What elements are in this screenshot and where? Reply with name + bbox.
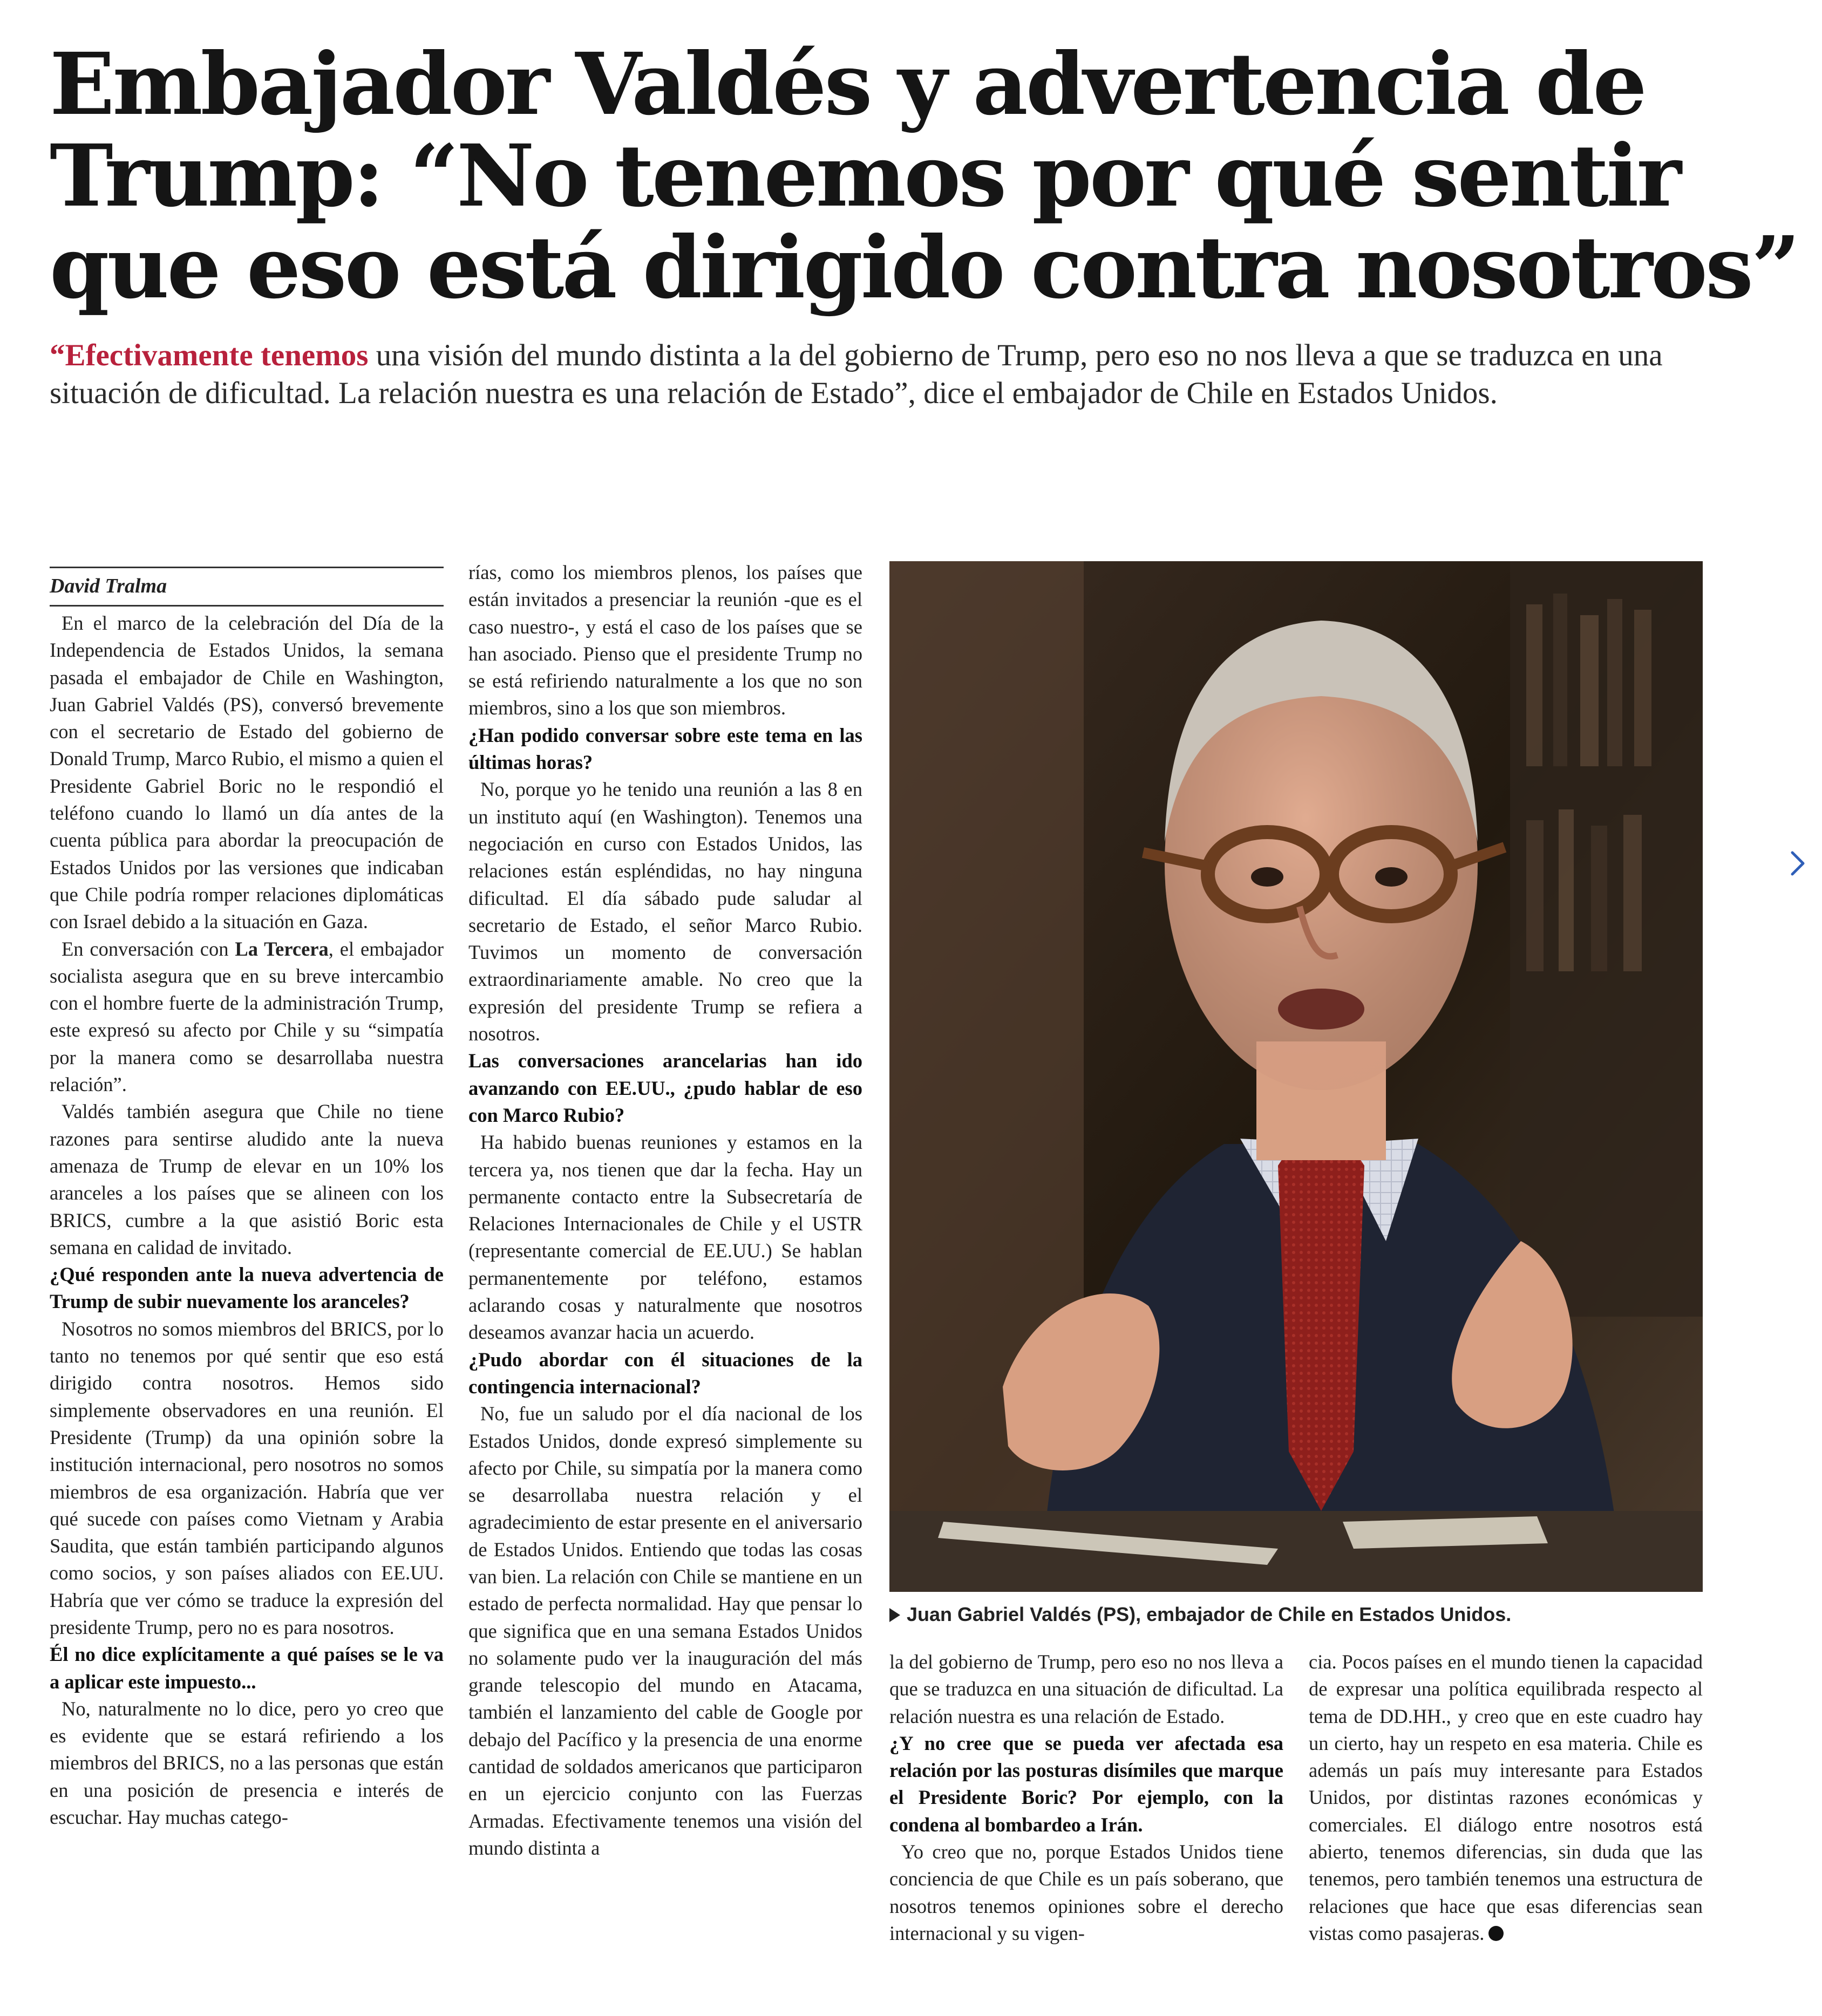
lead-text: una visión del mundo distinta a la del gobierno de Trump, pero eso no nos lleva a que se traduzca en una situación de dificultad. La relación nuestra es una relación de Estado”, dice el embajador de Chile en Estados Unidos. <box>50 338 1663 410</box>
photo-caption-text: Juan Gabriel Valdés (PS), embajador de Chile en Estados Unidos. <box>907 1603 1512 1625</box>
article-column-1 <box>50 610 444 1991</box>
photo-caption <box>889 1602 1703 1627</box>
publication-name: La Tercera <box>235 937 329 960</box>
body-paragraph: No, porque yo he tenido una reunión a las 8 en un instituto aquí (en Washington). Tenemos una negociación en curso con Estados Unidos, las relaciones están espléndidas, no hay ninguna dificultad. El día sábado pude saludar al secretario de Estado, el señor Marco Rubio. Tuvimos un momento de conversación extraordinariamente amable. No creo que la expresión del presidente Trump se refiera a nosotros. <box>468 778 862 1045</box>
body-paragraph: No, naturalmente no lo dice, pero yo creo que es evidente que se estará refiriendo a los miembros del BRICS, no a las personas que están en una posición de presencia e interés de escuchar. Hay muchas catego- <box>50 1697 444 1829</box>
body-paragraph: No, fue un saludo por el día nacional de los Estados Unidos, donde expresó simplemente su afecto por Chile, su simpatía por la manera como se desarrollaba nuestra relación y el agradecimiento de estar presente en el aniversario de Estados Unidos. Entiendo que todas las cosas van bien. La relación con Chile se mantiene en un estado de perfecta normalidad. Hay que pensar lo que significa que en una semana Estados Unidos no solamente pudo ver la inauguración del más grande telescopio del mundo en Atacama, también el lanzamiento del cable de Google por debajo del Pacífico y la presencia de una enorme cantidad de soldados americanos que participaron en un ejercicio conjunto con las Fuerzas Armadas. Efectivamente tenemos una visión del mundo distinta a <box>468 1402 862 1859</box>
body-paragraph: Ha habido buenas reuniones y estamos en la tercera ya, nos tienen que dar la fecha. Hay un permanente contacto entre la Subsecretaría de Relaciones Internacionales de Chile y el USTR (representante comercial de EE.UU.) Se hablan permanentemente por teléfono, estamos aclarando cosas y naturalmente que nosotros deseamos avanzar hacia un acuerdo. <box>468 1131 862 1344</box>
interview-question: Las conversaciones arancelarias han ido avanzando con EE.UU., ¿pudo hablar de eso con Marco Rubio? <box>468 1050 862 1126</box>
headline-line-1: Embajador Valdés y advertencia de <box>50 35 1645 134</box>
headline-line-3: que eso está dirigido contra nosotros” <box>50 218 1798 318</box>
caption-triangle-icon <box>889 1608 900 1622</box>
body-paragraph-continued: rías, como los miembros plenos, los países que están invitados a presenciar la reunión -que es el caso nuestro-, y está el caso de los países que se han asociado. Pienso que el presidente Trump no se está refiriendo naturalmente a los que no son miembros, sino a los que son miembros. <box>468 561 862 719</box>
body-paragraph: Valdés también asegura que Chile no tiene razones para sentirse aludido ante la nueva amenaza de Trump de elevar en un 10% los aranceles a los países que se alineen con los BRICS, cumbre a la que asistió Boric esta semana en calidad de invitado. <box>50 1100 444 1258</box>
article-column-2 <box>468 559 862 1991</box>
next-page-button[interactable] <box>1784 842 1811 885</box>
headline-line-2: Trump: “No tenemos por qué sentir <box>50 126 1680 226</box>
interview-question: ¿Han podido conversar sobre este tema en las últimas horas? <box>468 724 862 774</box>
lead-paragraph <box>50 337 1712 412</box>
interview-question: ¿Y no cree que se pueda ver afectada esa relación por las posturas disímiles que marque el Presidente Boric? Por ejemplo, con la condena al bombardeo a Irán. <box>889 1732 1283 1836</box>
interview-question: Él no dice explícitamente a qué países se le va a aplicar este impuesto... <box>50 1643 444 1693</box>
interview-question: ¿Pudo abordar con él situaciones de la contingencia internacional? <box>468 1348 862 1398</box>
end-of-article-icon <box>1488 1926 1504 1941</box>
byline: David Tralma <box>50 567 444 607</box>
body-paragraph: Nosotros no somos miembros del BRICS, por lo tanto no tenemos por qué sentir que eso está dirigido contra nosotros. Hemos sido simplemente observadores en una reunión. El Presidente (Trump) da una opinión sobre la institución internacional, pero nosotros no somos miembros de esa organización. Habría que ver qué sucede con países como Vietnam y Arabia Saudita, que están también participando algunos como socios, y son países aliados con EE.UU. Habría que ver cómo se traduce la expresión del presidente Trump, pero no es para nosotros. <box>50 1317 444 1638</box>
lead-highlight: “Efectivamente tenemos <box>50 338 369 372</box>
headline <box>50 35 1798 318</box>
chevron-right-icon <box>1789 849 1806 877</box>
body-paragraph: Yo creo que no, porque Estados Unidos tiene conciencia de que Chile es un país soberano, que nosotros tenemos opiniones sobre el derecho internacional y su vigen- <box>889 1841 1283 1944</box>
body-paragraph: En conversación con La Tercera, el embajador socialista asegura que en su breve intercambio con el hombre fuerte de la administración Trump, este expresó su afecto por Chile y su “simpatía por la manera como se desarrollaba nuestra relación”. <box>50 937 444 1096</box>
body-paragraph-continued: cia. Pocos países en el mundo tienen la capacidad de expresar una política equilibrada respecto al tema de DD.HH., y creo que en este cuadro hay un cierto, hay un respeto en esa materia. Chile es además un país muy interesante para Estados Unidos, por distintas razones económicas y comerciales. El diálogo entre nosotros está abierto, tenemos diferencias, sin duda que las tenemos, pero también tenemos una estructura de relaciones que hace que esas diferencias sean vistas como pasajeras. <box>1309 1651 1703 1944</box>
interview-question: ¿Qué responden ante la nueva advertencia de Trump de subir nuevamente los aranceles? <box>50 1263 444 1313</box>
photo-illustration <box>889 561 1703 1592</box>
article-photo <box>889 561 1703 1592</box>
body-paragraph: En el marco de la celebración del Día de la Independencia de Estados Unidos, la semana pasada el embajador de Chile en Washington, Juan Gabriel Valdés (PS), conversó brevemente con el secretario de Estado del gobierno de Donald Trump, Marco Rubio, el mismo a quien el Presidente Gabriel Boric no le respondió el teléfono cuando lo llamó un día antes de la cuenta pública para abordar la preocupación de Estados Unidos por las versiones que indicaban que Chile podría romper relaciones diplomáticas con Israel debido a la situación en Gaza. <box>50 612 444 933</box>
article-column-3 <box>889 1649 1283 1994</box>
body-paragraph-continued: la del gobierno de Trump, pero eso no nos lleva a que se traduzca en una situación de dificultad. La relación nuestra es una relación de Estado. <box>889 1651 1283 1727</box>
article-column-4 <box>1309 1649 1703 1994</box>
